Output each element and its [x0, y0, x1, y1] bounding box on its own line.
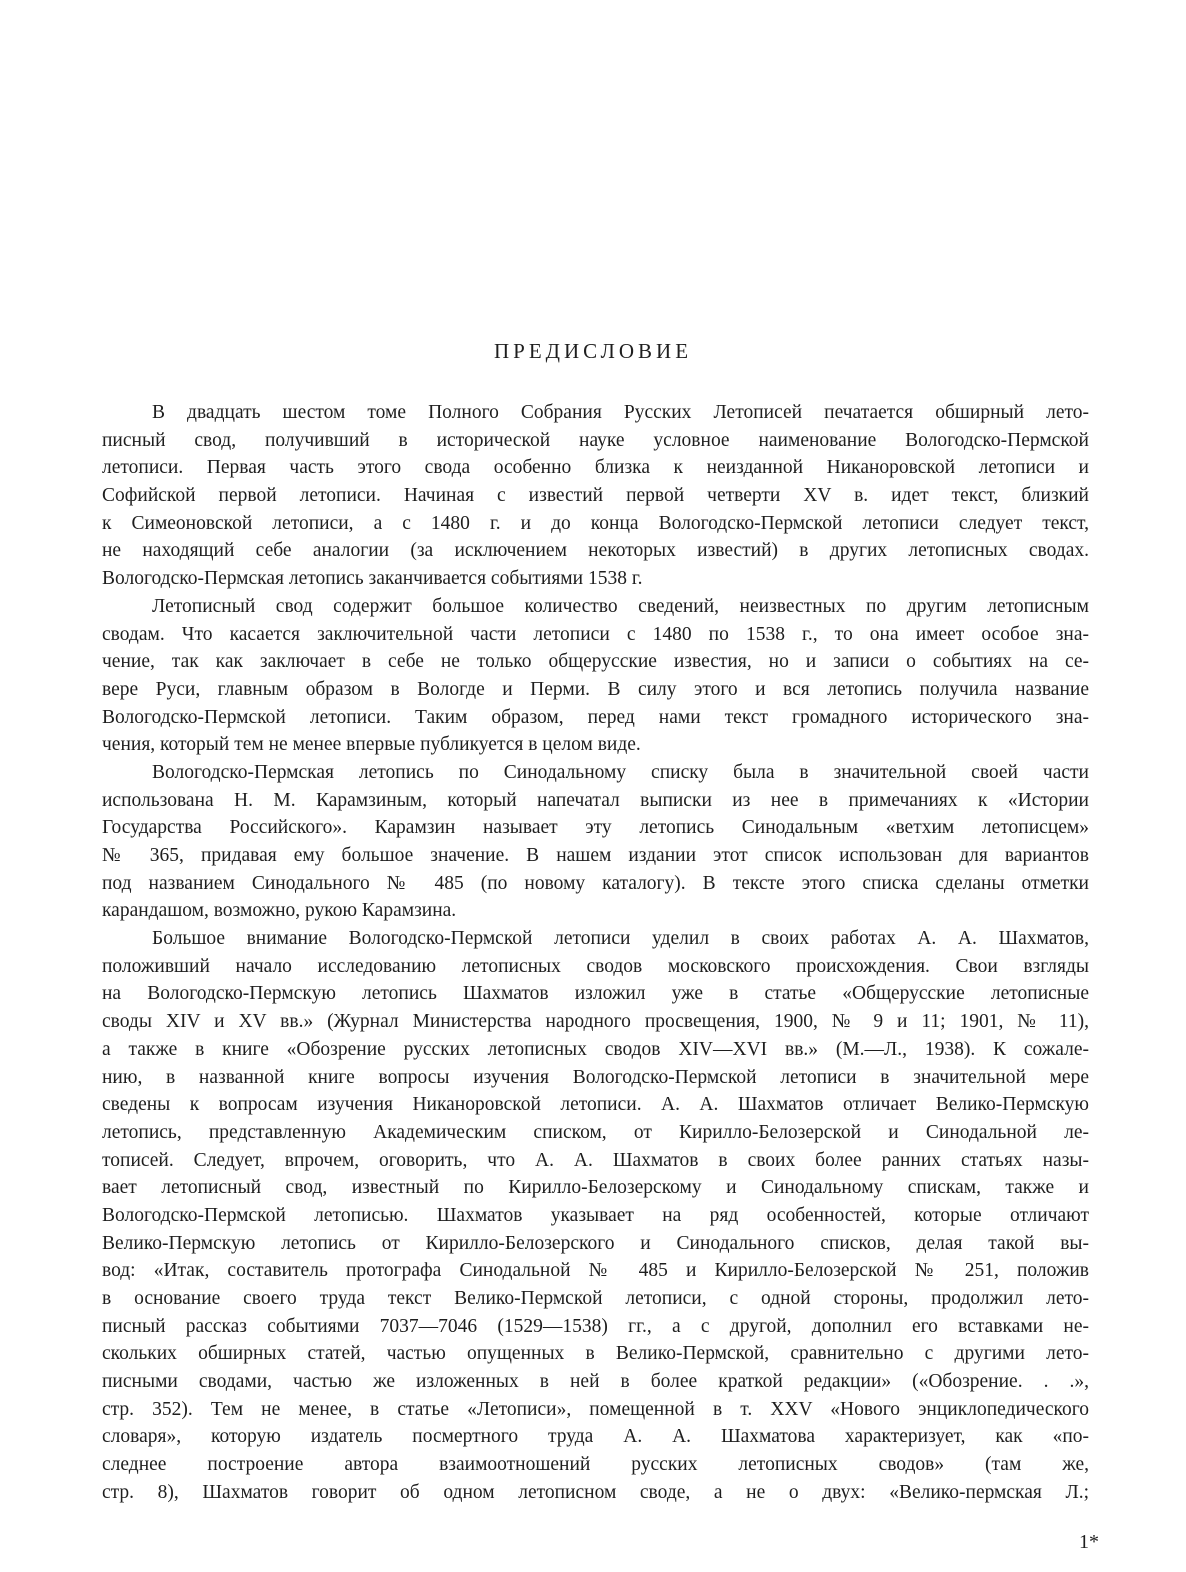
text-line: Велико-Пермскую летопись от Кирилло-Белозерского и Синодального списков, делая такой вы-: [102, 1232, 1089, 1254]
paragraph: [102, 925, 1089, 1506]
text-line: Вологодско-Пермской летописи. Таким образом, перед нами текст громадного исторического зна-: [102, 706, 1089, 728]
text-line: сводам. Что касается заключительной части летописи с 1480 по 1538 г., то она имеет особое зна-: [102, 623, 1089, 645]
text-line: под названием Синодального № 485 (по новому каталогу). В тексте этого списка сделаны отметки: [102, 872, 1089, 894]
text-line: стр. 352). Тем не менее, в статье «Летописи», помещенной в т. XXV «Нового энциклопедического: [102, 1398, 1089, 1420]
text-line: на Вологодско-Пермскую летопись Шахматов изложил уже в статье «Общерусские летописные: [102, 983, 1089, 1005]
text-line: летопись, представленную Академическим списком, от Кирилло-Белозерской и Синодальной ле-: [102, 1121, 1089, 1143]
text-line: вает летописный свод, известный по Кирилло-Белозерскому и Синодальному спискам, также и: [102, 1177, 1089, 1199]
text-line: Большое внимание Вологодско-Пермской летописи уделил в своих работах А. А. Шахматов,: [152, 928, 1089, 950]
text-line: писный свод, получивший в исторической науке условное наименование Вологодско-Пермской: [102, 429, 1089, 451]
text-line: карандашом, возможно, рукою Карамзина.: [102, 900, 457, 922]
paragraph: [102, 759, 1089, 925]
page-title: ПРЕДИСЛОВИЕ: [493, 339, 693, 363]
paragraph: [102, 593, 1089, 759]
body-text: [102, 399, 1089, 1507]
text-line: к Симеоновской летописи, а с 1480 г. и до конца Вологодско-Пермской летописи следует текст,: [102, 512, 1089, 534]
text-line: Софийской первой летописи. Начиная с известий первой четверти XV в. идет текст, близкий: [102, 485, 1089, 507]
text-line: словаря», которую издатель посмертного труда А. А. Шахматова характеризует, как «по-: [102, 1426, 1089, 1448]
text-line: использована Н. М. Карамзиным, который напечатал выписки из нее в примечаниях к «Истории: [102, 789, 1089, 811]
page-number: 1*: [1079, 1531, 1099, 1553]
text-line: В двадцать шестом томе Полного Собрания Русских Летописей печатается обширный лето-: [152, 402, 1089, 423]
text-line: сведены к вопросам изучения Никаноровской летописи. А. А. Шахматов отличает Велико-Пермскую: [102, 1094, 1089, 1116]
text-line: тописей. Следует, впрочем, оговорить, что А. А. Шахматов в своих более ранних статьях назы-: [102, 1149, 1089, 1171]
text-line: стр. 8), Шахматов говорит об одном летописном своде, а не о двух: «Велико-пермская Л.;: [102, 1481, 1089, 1503]
text-line: вод: «Итак, составитель протографа Синодальной № 485 и Кирилло-Белозерской № 251, положив: [102, 1260, 1089, 1282]
text-line: Вологодско-Пермской летописью. Шахматов указывает на ряд особенностей, которые отличают: [102, 1204, 1089, 1226]
text-line: Вологодско-Пермская летопись заканчивается событиями 1538 г.: [102, 568, 643, 590]
text-line: а также в книге «Обозрение русских летописных сводов XIV—XVI вв.» (М.—Л., 1938). К сожале-: [102, 1038, 1089, 1060]
text-line: не находящий себе аналогии (за исключением некоторых известий) в других летописных сводах.: [102, 540, 1089, 562]
text-line: Государства Российского». Карамзин называет эту летопись Синодальным «ветхим летописцем»: [102, 817, 1089, 839]
text-line: чение, так как заключает в себе не только общерусские известия, но и записи о событиях на се-: [102, 651, 1089, 673]
text-line: своды XIV и XV вв.» (Журнал Министерства народного просвещения, 1900, № 9 и 11; 1901, № 11),: [102, 1011, 1089, 1033]
text-line: писный рассказ событиями 7037—7046 (1529—1538) гг., а с другой, дополнил его вставками не-: [102, 1315, 1089, 1337]
text-line: нию, в названной книге вопросы изучения Вологодско-Пермской летописи в значительной мере: [102, 1066, 1089, 1088]
text-line: чения, который тем не менее впервые публикуется в целом виде.: [102, 734, 641, 756]
text-line: скольких обширных статей, частью опущенных в Велико-Пермской, сравнительно с другими лето-: [102, 1343, 1089, 1365]
text-line: летописи. Первая часть этого свода особенно близка к неизданной Никаноровской летописи и: [102, 457, 1089, 479]
text-line: положивший начало исследованию летописных сводов московского происхождения. Свои взгляды: [102, 955, 1089, 977]
text-line: № 365, придавая ему большое значение. В нашем издании этот список использован для вариантов: [102, 845, 1089, 866]
text-line: Вологодско-Пермская летопись по Синодальному списку была в значительной своей части: [152, 761, 1089, 783]
paragraph: [102, 399, 1089, 593]
text-line: Летописный свод содержит большое количество сведений, неизвестных по другим летописным: [152, 595, 1089, 617]
text-line: писными сводами, частью же изложенных в ней в более краткой редакции» («Обозрение. . .»,: [102, 1371, 1089, 1393]
text-line: следнее построение автора взаимоотношений русских летописных сводов» (там же,: [102, 1454, 1089, 1476]
text-line: вере Руси, главным образом в Вологде и Перми. В силу этого и вся летопись получила название: [102, 678, 1089, 700]
text-line: в основание своего труда текст Велико-Пермской летописи, с одной стороны, продолжил лето-: [102, 1288, 1089, 1309]
